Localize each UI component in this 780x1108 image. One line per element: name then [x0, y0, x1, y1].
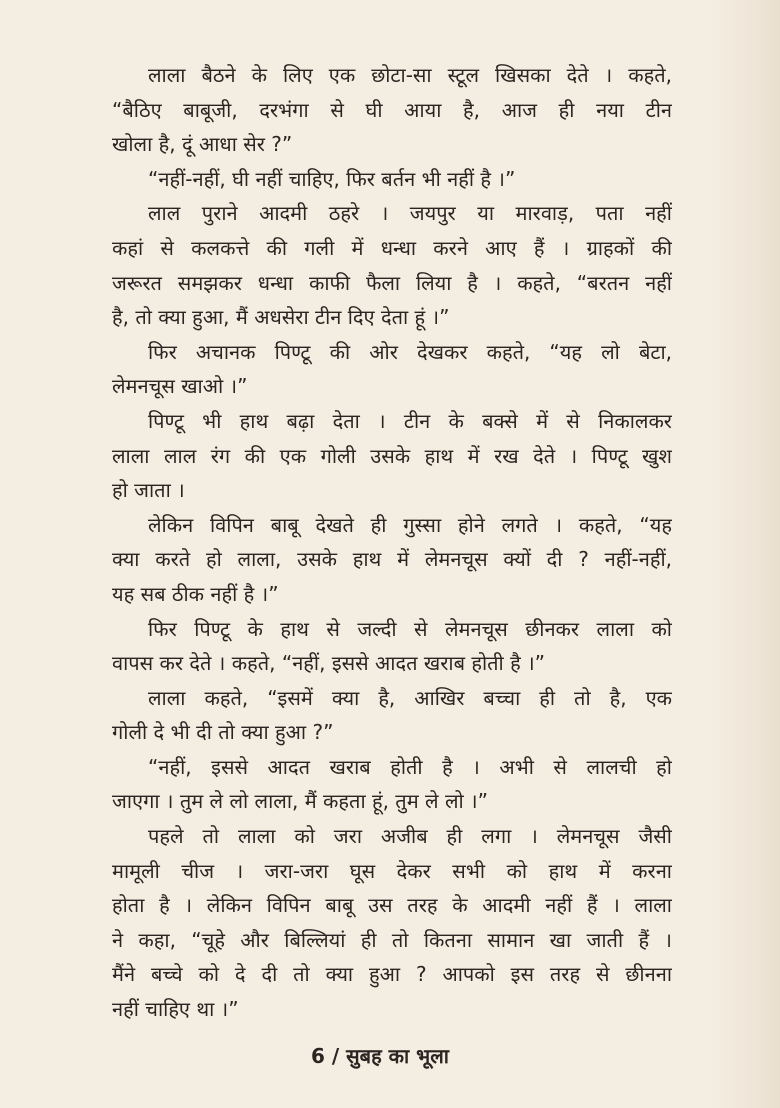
text-line: लाला बैठने के लिए एक छोटा-सा स्टूल खिसका देते । कहते, — [148, 63, 672, 87]
text-line: जाएगा । तुम ले लो लाला, मैं कहता हूं, तुम ले लो ।” — [112, 789, 488, 814]
text-line: कहां से कलकत्ते की गली में धन्धा करने आए हैं । ग्राहकों की — [112, 235, 672, 260]
paragraph — [112, 819, 672, 1027]
text-line: फिर अचानक पिण्टू की ओर देखकर कहते, “यह लो बेटा, — [148, 339, 672, 364]
paragraph — [112, 335, 672, 404]
text-line: है, तो क्या हुआ, मैं अधसेरा टीन दिए देता हूं ।” — [112, 305, 450, 330]
paragraph — [112, 58, 672, 162]
paragraph — [112, 681, 672, 750]
paragraph — [112, 196, 672, 334]
paragraph — [112, 750, 672, 819]
text-line: “नहीं-नहीं, घी नहीं चाहिए, फिर बर्तन भी नहीं है ।” — [148, 166, 516, 191]
text-line: होता है । लेकिन विपिन बाबू उस तरह के आदमी नहीं हैं । लाला — [112, 893, 672, 918]
text-line: वापस कर देते । कहते, “नहीं, इससे आदत खराब होती है ।” — [112, 651, 546, 676]
text-line: “नहीं, इससे आदत खराब होती है । अभी से लालची हो — [148, 754, 672, 779]
text-line: नहीं चाहिए था ।” — [112, 997, 239, 1022]
page-edge-shadow — [710, 0, 780, 1108]
text-line: हो जाता । — [112, 478, 185, 503]
text-line: क्या करते हो लाला, उसके हाथ में लेमनचूस क्यों दी ? नहीं-नहीं, — [112, 547, 672, 572]
paragraph — [112, 162, 672, 197]
text-line: खोला है, दूं आधा सेर ?” — [112, 132, 293, 157]
text-line: गोली दे भी दी तो क्या हुआ ?” — [112, 720, 334, 745]
text-line: लाला कहते, “इसमें क्या है, आखिर बच्चा ही तो है, एक — [148, 685, 672, 710]
text-line: ने कहा, “चूहे और बिल्लियां ही तो कितना सामान खा जाती हैं । — [112, 927, 672, 952]
text-line: लेमनचूस खाओ ।” — [112, 374, 248, 399]
text-line: मैंने बच्चे को दे दी तो क्या हुआ ? आपको इस तरह से छीनना — [112, 962, 672, 987]
text-line: लाला लाल रंग की एक गोली उसके हाथ में रख देते । पिण्टू खुश — [112, 443, 672, 468]
text-line: पहले तो लाला को जरा अजीब ही लगा । लेमनचूस जैसी — [148, 824, 672, 849]
text-line: फिर पिण्टू के हाथ से जल्दी से लेमनचूस छीनकर लाला को — [148, 616, 672, 641]
body-text — [112, 58, 672, 1027]
text-line: यह सब ठीक नहीं है ।” — [112, 581, 279, 606]
text-line: लेकिन विपिन बाबू देखते ही गुस्सा होने लगते । कहते, “यह — [148, 512, 672, 537]
text-line: “बैठिए बाबूजी, दरभंगा से घी आया है, आज ही नया टीन — [112, 97, 672, 122]
paragraph — [112, 508, 672, 612]
paragraph — [112, 612, 672, 681]
paragraph — [112, 404, 672, 508]
text-line: मामूली चीज । जरा-जरा घूस देकर सभी को हाथ में करना — [112, 858, 672, 883]
text-line: लाल पुराने आदमी ठहरे । जयपुर या मारवाड़, पता नहीं — [148, 201, 672, 226]
page-footer: 6 / सुबह का भूला — [311, 1044, 449, 1068]
text-line: जरूरत समझकर धन्धा काफी फैला लिया है । कहते, “बरतन नहीं — [112, 270, 672, 295]
text-line: पिण्टू भी हाथ बढ़ा देता । टीन के बक्से में से निकालकर — [148, 408, 672, 433]
